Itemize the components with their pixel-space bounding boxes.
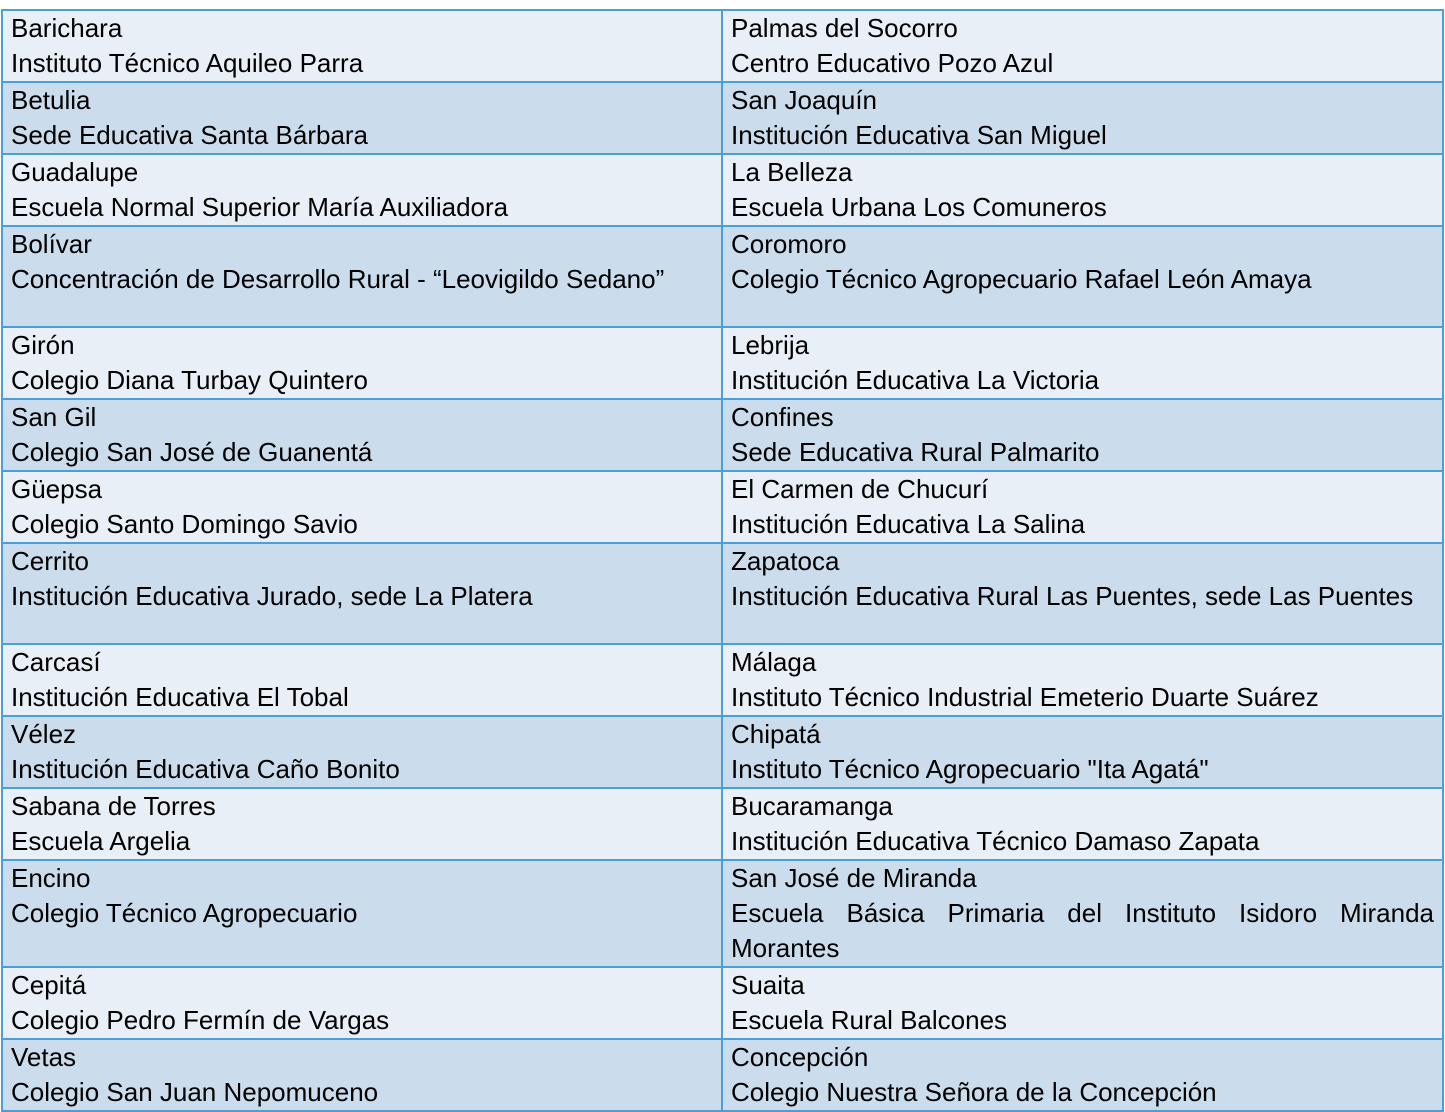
table-cell-right [722, 10, 1443, 82]
municipality-name: Güepsa [11, 474, 103, 504]
municipality-name: Coromoro [731, 229, 847, 259]
table-cell-right [722, 967, 1443, 1039]
municipality-name: Málaga [731, 647, 817, 677]
municipality-name: San José de Miranda [731, 863, 977, 893]
table-cell-left [2, 399, 722, 471]
municipality-name: Guadalupe [11, 157, 139, 187]
school-name: Colegio Técnico Agropecuario Rafael León Amaya [731, 264, 1312, 294]
school-name: Escuela Argelia [11, 826, 191, 856]
municipality-name: Vetas [11, 1042, 77, 1072]
table-cell-right [722, 82, 1443, 154]
municipality-name: Concepción [731, 1042, 869, 1072]
school-name: Instituto Técnico Agropecuario "Ita Agatá" [731, 754, 1209, 784]
table-cell-left [2, 154, 722, 226]
school-name: Instituto Técnico Industrial Emeterio Duarte Suárez [731, 682, 1319, 712]
school-name: Institución Educativa Rural Las Puentes, sede Las Puentes [731, 581, 1414, 611]
school-name: Escuela Rural Balcones [731, 1005, 1008, 1035]
table-row [2, 1039, 1443, 1111]
table-cell-right [722, 788, 1443, 860]
municipality-name: Girón [11, 330, 75, 360]
school-name: Institución Educativa Caño Bonito [11, 754, 400, 784]
table-cell-right [722, 644, 1443, 716]
school-name: Institución Educativa El Tobal [11, 682, 349, 712]
municipality-name: Sabana de Torres [11, 791, 216, 821]
municipality-name: Cerrito [11, 546, 90, 576]
table-cell-right [722, 226, 1443, 327]
municipality-name: Betulia [11, 85, 91, 115]
table-cell-right [722, 860, 1443, 967]
school-name: Colegio San José de Guanentá [11, 437, 373, 467]
table-cell-left [2, 10, 722, 82]
table-cell-left [2, 644, 722, 716]
municipality-name: San Gil [11, 402, 97, 432]
schools-table [1, 9, 1444, 1112]
table-cell-left [2, 1039, 722, 1111]
school-name: Escuela Urbana Los Comuneros [731, 192, 1107, 222]
table-row [2, 154, 1443, 226]
school-name: Escuela Normal Superior María Auxiliadora [11, 192, 509, 222]
table-row [2, 543, 1443, 644]
table-cell-left [2, 327, 722, 399]
table-row [2, 399, 1443, 471]
school-name: Concentración de Desarrollo Rural - “Leovigildo Sedano” [11, 264, 665, 294]
table-cell-left [2, 967, 722, 1039]
school-name: Colegio Santo Domingo Savio [11, 509, 358, 539]
table-row [2, 860, 1443, 967]
municipality-name: Barichara [11, 13, 123, 43]
school-name: Institución Educativa La Salina [731, 509, 1086, 539]
municipality-name: Zapatoca [731, 546, 840, 576]
municipality-name: Bolívar [11, 229, 92, 259]
table-row [2, 327, 1443, 399]
table-cell-left [2, 543, 722, 644]
school-name: Institución Educativa San Miguel [731, 120, 1107, 150]
table-cell-right [722, 1039, 1443, 1111]
municipality-name: Lebrija [731, 330, 810, 360]
table-cell-left [2, 716, 722, 788]
table-cell-right [722, 327, 1443, 399]
school-name: Sede Educativa Rural Palmarito [731, 437, 1100, 467]
table-row [2, 788, 1443, 860]
table-cell-right [722, 154, 1443, 226]
table-cell-right [722, 716, 1443, 788]
school-name: Colegio Técnico Agropecuario [11, 898, 358, 928]
table-cell-right [722, 399, 1443, 471]
table-cell-left [2, 860, 722, 967]
municipality-name: Palmas del Socorro [731, 13, 958, 43]
table-cell-left [2, 226, 722, 327]
table-cell-left [2, 471, 722, 543]
municipality-name: Carcasí [11, 647, 101, 677]
table-row [2, 716, 1443, 788]
table-cell-right [722, 471, 1443, 543]
table-row [2, 644, 1443, 716]
table-row [2, 82, 1443, 154]
school-name: Colegio Pedro Fermín de Vargas [11, 1005, 390, 1035]
school-name: Institución Educativa La Victoria [731, 365, 1100, 395]
school-name: Sede Educativa Santa Bárbara [11, 120, 369, 150]
table-row [2, 967, 1443, 1039]
school-name: Colegio Nuestra Señora de la Concepción [731, 1077, 1217, 1107]
school-name: Instituto Técnico Aquileo Parra [11, 48, 364, 78]
municipality-name: Chipatá [731, 719, 821, 749]
table-cell-left [2, 82, 722, 154]
school-name: Colegio Diana Turbay Quintero [11, 365, 368, 395]
table-row [2, 471, 1443, 543]
table-row [2, 10, 1443, 82]
municipality-name: Suaita [731, 970, 805, 1000]
school-name: Colegio San Juan Nepomuceno [11, 1077, 379, 1107]
municipality-name: Confines [731, 402, 834, 432]
table-row [2, 226, 1443, 327]
table-cell-right [722, 543, 1443, 644]
municipality-name: Vélez [11, 719, 77, 749]
school-name: Escuela Básica Primaria del Instituto Isidoro Miranda Morantes [731, 898, 1434, 963]
municipality-name: El Carmen de Chucurí [731, 474, 989, 504]
municipality-name: San Joaquín [731, 85, 878, 115]
municipality-name: La Belleza [731, 157, 853, 187]
municipality-name: Encino [11, 863, 91, 893]
schools-table-body [2, 10, 1443, 1111]
municipality-name: Cepitá [11, 970, 87, 1000]
table-cell-left [2, 788, 722, 860]
municipality-name: Bucaramanga [731, 791, 893, 821]
school-name: Centro Educativo Pozo Azul [731, 48, 1054, 78]
school-name: Institución Educativa Jurado, sede La Platera [11, 581, 533, 611]
school-name: Institución Educativa Técnico Damaso Zapata [731, 826, 1260, 856]
